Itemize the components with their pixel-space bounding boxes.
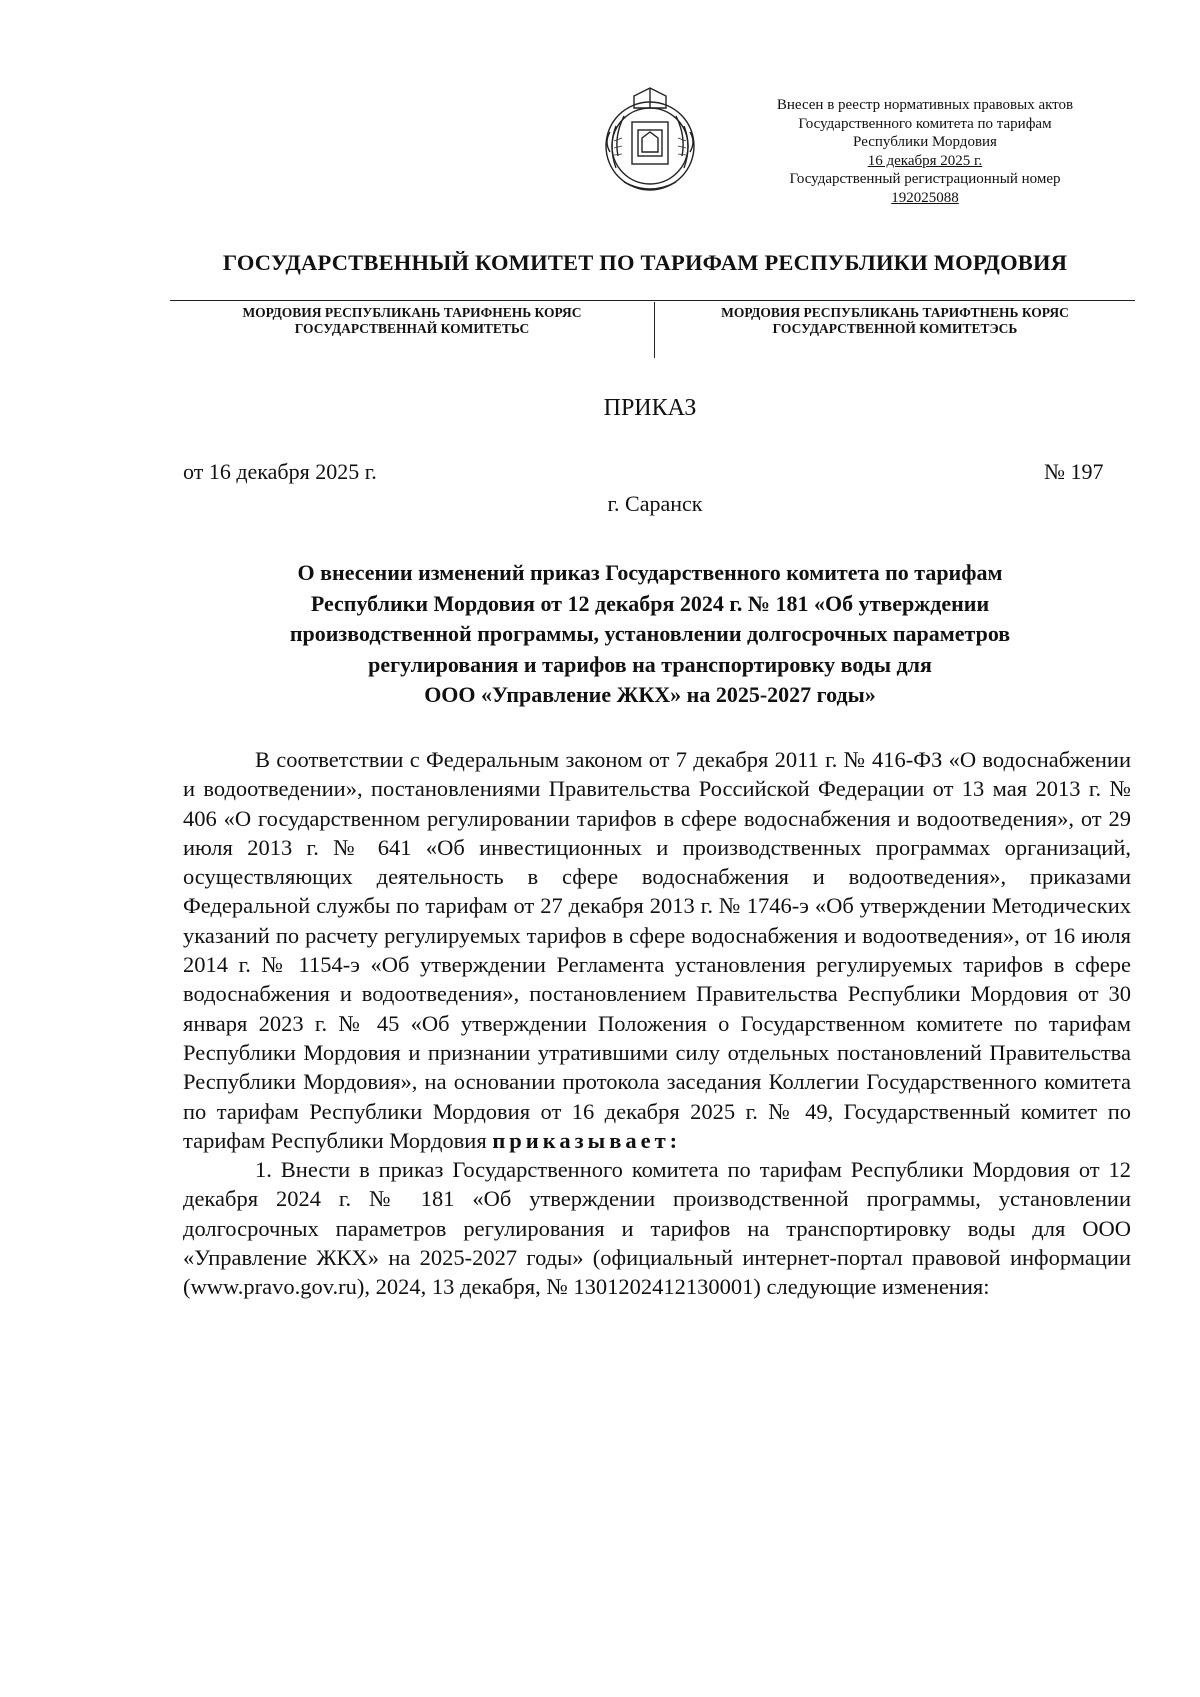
subtitle-line: ГОСУДАРСТВЕННАЙ КОМИТЕТЬС — [294, 321, 530, 336]
registry-date: 16 декабря 2025 г. — [867, 152, 983, 169]
header-divider — [170, 300, 1135, 301]
document-date: от 16 декабря 2025 г. — [183, 459, 377, 484]
registry-line: Внесен в реестр нормативных правовых актов — [776, 97, 1074, 113]
subtitle-line: МОРДОВИЯ РЕСПУБЛИКАНЬ ТАРИФНЕНЬ КОРЯС — [242, 305, 582, 320]
document-body — [183, 745, 1131, 1302]
registry-stamp — [735, 96, 1115, 207]
registry-number: 192025088 — [891, 189, 959, 206]
preamble-text: В соответствии с Федеральным законом от 7 декабря 2011 г. № 416-ФЗ «О водоснабжении и водоотведении», постановлениями Правительства Российской Федерации от 13 мая 2013 г. № 406 «О государственном регулировании тарифов в сфере водоснабжения и водоотведения», от 29 июля 2013 г. № 641 «Об инвестиционных и производственных программах организаций, осуществляющих деятельность в сфере водоснабжения и водоотведения», приказами Федеральной службы по тарифам от 27 декабря 2013 г. № 1746-э «Об утверждении Методических указаний по расчету регулируемых тарифов в сфере водоснабжения и водоотведения», от 16 июля 2014 г. № 1154-э «Об утверждении Регламента установления регулируемых тарифов в сфере водоснабжения и водоотведения», постановлением Правительства Республики Мордовия от 30 января 2023 г. № 45 «Об утверждении Положения о Государственном комитете по тарифам Республики Мордовия и признании утратившими силу отдельных постановлений Правительства Республики Мордовия», на основании протокола заседания Коллегии Государственного комитета по тарифам Республики Мордовия от 16 декабря 2025 г. № 49, Государственный комитет по тарифам Республики Мордовия — [183, 747, 1131, 1153]
preamble-paragraph — [183, 745, 1131, 1155]
subtitle-line: МОРДОВИЯ РЕСПУБЛИКАНЬ ТАРИФТНЕНЬ КОРЯС — [721, 305, 1069, 320]
title-line: ООО «Управление ЖКХ» на 2025-2027 годы» — [424, 682, 876, 707]
registry-line: Государственный регистрационный номер — [789, 171, 1061, 187]
document-number: № 197 — [1044, 459, 1104, 484]
registry-line: Государственного комитета по тарифам — [798, 115, 1052, 132]
coat-of-arms-emblem — [594, 86, 706, 198]
clause-1-paragraph: 1. Внести в приказ Государственного комитета по тарифам Республики Мордовия от 12 декабря 2024 г. № 181 «Об утверждении производственной программы, установлении долгосрочных параметров регулирования и тарифов на транспортировку воды для ООО «Управление ЖКХ» на 2025-2027 годы» (официальный интернет-портал правовой информации (www.pravo.gov.ru), 2024, 13 декабря, № 1301202412130001) следующие изменения: — [183, 1157, 1131, 1300]
title-line: производственной программы, установлении долгосрочных параметров — [289, 621, 1011, 646]
document-city: г. Саранск — [607, 491, 703, 516]
title-line: О внесении изменений приказ Государственного комитета по тарифам — [297, 560, 1003, 585]
document-type: ПРИКАЗ — [603, 395, 697, 421]
title-line: регулирования и тарифов на транспортировку воды для — [368, 651, 932, 677]
subtitle-line: ГОСУДАРСТВЕННОЙ КОМИТЕТЭСЬ — [772, 321, 1018, 336]
document-title — [170, 558, 1130, 711]
registry-line: Республики Мордовия — [853, 134, 997, 150]
title-line: Республики Мордовия от 12 декабря 2024 г. № 181 «Об утверждении — [310, 590, 990, 616]
column-divider — [654, 302, 655, 358]
subtitle-erzya — [660, 305, 1130, 337]
order-verb: приказывает: — [492, 1127, 682, 1153]
organization-heading: ГОСУДАРСТВЕННЫЙ КОМИТЕТ ПО ТАРИФАМ РЕСПУБЛИКИ МОРДОВИЯ — [222, 250, 1068, 275]
subtitle-moksha — [172, 305, 652, 337]
